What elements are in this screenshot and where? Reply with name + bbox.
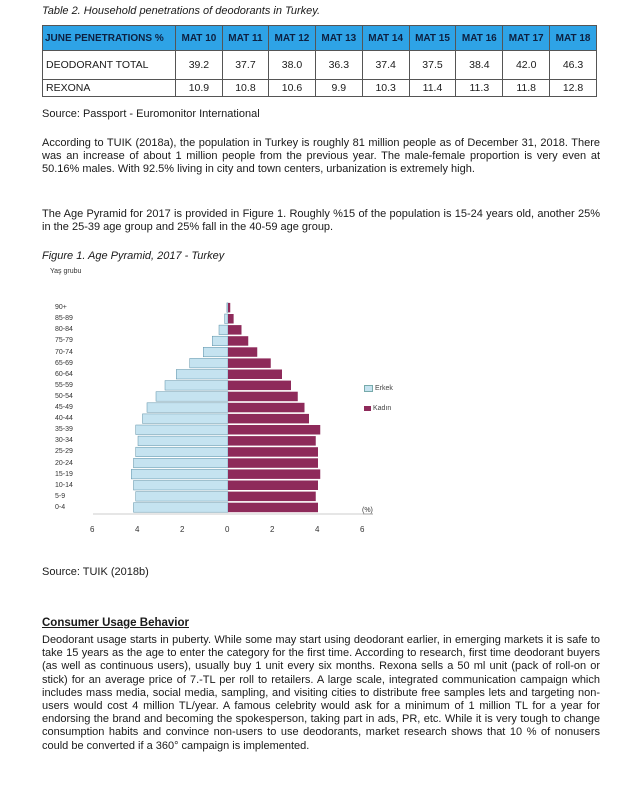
- y-tick-label: 0-4: [55, 503, 66, 511]
- row-label: REXONA: [43, 80, 176, 97]
- y-tick-label: 85-89: [55, 315, 73, 323]
- y-tick-label: 75-79: [55, 337, 73, 345]
- row-label: DEODORANT TOTAL: [43, 51, 176, 80]
- bar-male-80-84: [219, 325, 228, 335]
- age-pyramid-paragraph: The Age Pyramid for 2017 is provided in Figure 1. Roughly %15 of the population is 15-24 years old, another 25% in the 25-39 age group and 25% fall in the 40-59 age group.: [42, 208, 600, 233]
- bar-female-0-4: [228, 503, 318, 513]
- section-body: Deodorant usage starts in puberty. While some may start using deodorant earlier, in emerging markets it is safe to take 15 years as the age to enter the category for the first time. According to research, first time deodorant buyers (as well as continuous users), usually buy 1 unit every six months. Rexona sells a 50 ml unit (pack of roll-on or stick) for an average price of 7.-TL per roll to retailers. A large scale, integrated communication campaign which includes mass media, social media, sampling, and visiting cities to distribute free samples lets and targeting non-users would cost 4 million TL/year. A famous celebrity would ask for a minimum of 1 million TL for a year for endorsing the brand and becoming the spokesperson, taking part in ads, PR, etc. While it is very tough to change consumption habits and convince non-users to use deodorants, market research shows that 10 % of nonusers could be converted if a 360° campaign is implemented.: [42, 634, 600, 752]
- table-cell: 38.0: [269, 51, 316, 80]
- y-tick-label: 55-59: [55, 381, 73, 389]
- bar-female-85-89: [228, 314, 234, 324]
- table-cell: 37.5: [409, 51, 456, 80]
- bar-male-75-79: [212, 336, 228, 346]
- header-cell: MAT 15: [409, 26, 456, 51]
- table-cell: 36.3: [315, 51, 362, 80]
- bar-male-20-24: [134, 458, 229, 468]
- table-cell: 37.7: [222, 51, 268, 80]
- table-cell: 9.9: [315, 80, 362, 97]
- table-cell: 46.3: [550, 51, 597, 80]
- header-cell: MAT 10: [176, 26, 223, 51]
- y-tick-label: 30-34: [55, 437, 73, 445]
- header-cell: MAT 12: [269, 26, 316, 51]
- bar-female-55-59: [228, 381, 291, 391]
- table-cell: 11.4: [409, 80, 456, 97]
- y-tick-label: 60-64: [55, 370, 73, 378]
- y-tick-label: 40-44: [55, 415, 73, 423]
- legend-label: Kadın: [373, 405, 392, 412]
- legend-swatch: [364, 385, 373, 392]
- bar-male-60-64: [176, 370, 228, 380]
- y-tick-label: 80-84: [55, 326, 73, 334]
- bar-female-40-44: [228, 414, 309, 424]
- header-cell: JUNE PENETRATIONS %: [43, 26, 176, 51]
- bar-female-45-49: [228, 403, 305, 413]
- bar-female-20-24: [228, 458, 318, 468]
- y-tick-label: 50-54: [55, 392, 73, 400]
- y-tick-label: 5-9: [55, 492, 66, 500]
- x-tick-label: 0: [225, 525, 230, 534]
- bar-female-35-39: [228, 425, 320, 435]
- bar-male-10-14: [134, 481, 229, 491]
- figure-caption: Figure 1. Age Pyramid, 2017 - Turkey: [42, 250, 225, 262]
- figure-source: Source: TUIK (2018b): [42, 566, 149, 578]
- legend-label: Erkek: [375, 385, 393, 392]
- table-cell: 10.8: [222, 80, 268, 97]
- bar-male-45-49: [147, 403, 228, 413]
- table-cell: 10.3: [362, 80, 409, 97]
- bar-male-70-74: [203, 347, 228, 357]
- bar-male-50-54: [156, 392, 228, 402]
- y-tick-label: 25-29: [55, 448, 73, 456]
- legend-item-kadin: [364, 405, 391, 412]
- bar-male-55-59: [165, 381, 228, 391]
- header-cell: MAT 13: [315, 26, 362, 51]
- chart-xlabel: (%): [362, 507, 373, 514]
- x-tick-label: 4: [315, 525, 320, 534]
- y-tick-label: 70-74: [55, 348, 73, 356]
- y-tick-label: 35-39: [55, 426, 73, 434]
- table-source: Source: Passport - Euromonitor International: [42, 108, 260, 120]
- bar-male-90+: [227, 303, 228, 313]
- y-tick-label: 90+: [55, 304, 67, 312]
- table-cell: 10.9: [176, 80, 223, 97]
- y-tick-label: 45-49: [55, 404, 73, 411]
- x-tick-label: 2: [180, 525, 185, 534]
- bar-female-90+: [228, 303, 230, 313]
- bar-female-25-29: [228, 447, 318, 457]
- y-tick-label: 10-14: [55, 481, 73, 489]
- bar-female-70-74: [228, 347, 257, 357]
- header-cell: MAT 14: [362, 26, 409, 51]
- bar-male-40-44: [143, 414, 229, 424]
- table-cell: 11.8: [503, 80, 550, 97]
- bar-male-35-39: [136, 425, 228, 435]
- bar-female-5-9: [228, 492, 316, 502]
- x-tick-label: 4: [135, 525, 140, 534]
- bar-male-85-89: [225, 314, 228, 324]
- bar-female-15-19: [228, 469, 320, 479]
- y-tick-label: 20-24: [55, 459, 73, 467]
- table-cell: 39.2: [176, 51, 223, 80]
- bar-male-30-34: [138, 436, 228, 446]
- table-cell: 42.0: [503, 51, 550, 80]
- table-cell: 10.6: [269, 80, 316, 97]
- header-cell: MAT 18: [550, 26, 597, 51]
- y-tick-label: 65-69: [55, 359, 73, 367]
- header-cell: MAT 17: [503, 26, 550, 51]
- table-cell: 11.3: [456, 80, 503, 97]
- bar-female-75-79: [228, 336, 248, 346]
- bar-female-30-34: [228, 436, 316, 446]
- header-cell: MAT 16: [456, 26, 503, 51]
- bar-female-10-14: [228, 481, 318, 491]
- table-caption: Table 2. Household penetrations of deodorants in Turkey.: [42, 5, 321, 17]
- chart-ylabel: Yaş grubu: [50, 268, 82, 275]
- section-heading: Consumer Usage Behavior: [42, 617, 189, 629]
- table-cell: 38.4: [456, 51, 503, 80]
- bar-female-50-54: [228, 392, 298, 402]
- y-tick-label: 15-19: [55, 470, 73, 478]
- table-cell: 12.8: [550, 80, 597, 97]
- legend-swatch: [364, 406, 371, 411]
- bar-male-15-19: [131, 469, 228, 479]
- x-tick-label: 6: [360, 525, 365, 534]
- table-cell: 37.4: [362, 51, 409, 80]
- x-tick-label: 6: [90, 525, 95, 534]
- bar-female-60-64: [228, 370, 282, 380]
- bar-male-65-69: [190, 358, 228, 368]
- bar-female-65-69: [228, 358, 271, 368]
- bar-male-5-9: [136, 492, 228, 502]
- bar-female-80-84: [228, 325, 242, 335]
- legend-item-erkek: [364, 385, 393, 392]
- header-cell: MAT 11: [222, 26, 268, 51]
- bar-male-0-4: [134, 503, 229, 513]
- population-paragraph: According to TUIK (2018a), the population in Turkey is roughly 81 million people as of December 31, 2018. There was an increase of about 1 million people from the previous year. The male-female proportion is very even at 50.16% males. With 92.5% living in city and town centers, urbanization is extremely high.: [42, 137, 600, 175]
- bar-male-25-29: [136, 447, 228, 457]
- x-tick-label: 2: [270, 525, 275, 534]
